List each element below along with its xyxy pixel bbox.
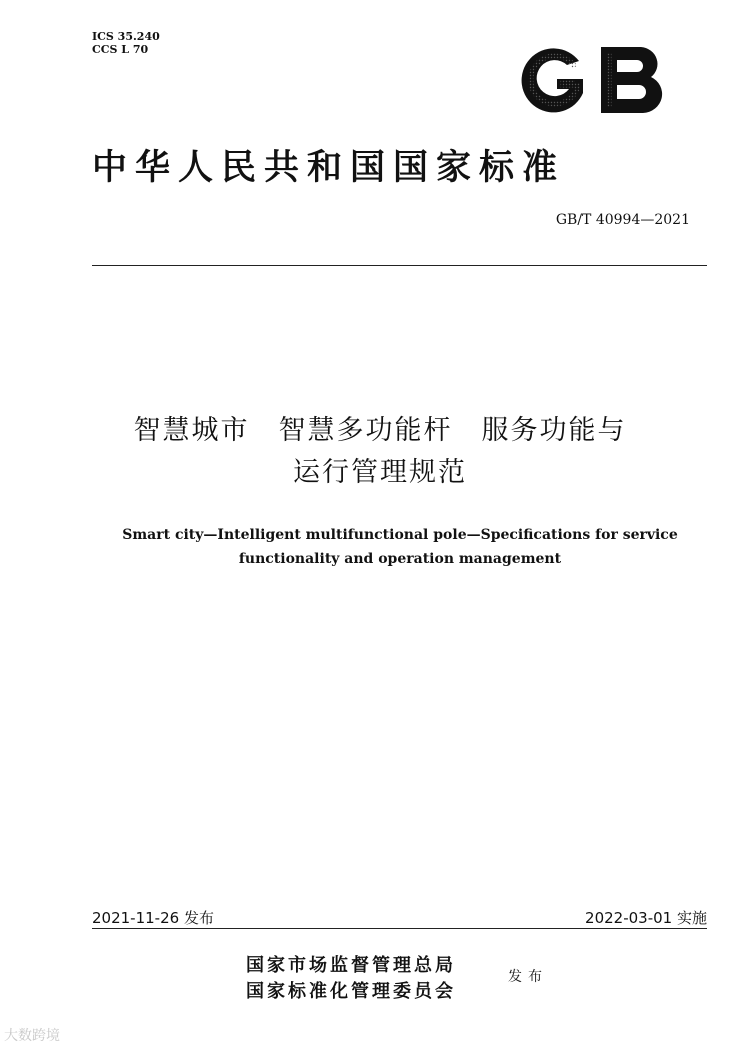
standard-number: GB/T 40994—2021: [555, 212, 690, 228]
footer-divider: [92, 928, 707, 929]
release-date: 2021-11-26 发布: [92, 909, 214, 927]
ics-code: ICS 35.240: [92, 30, 160, 43]
implementation-date: 2022-03-01 实施: [585, 909, 707, 927]
country-standard-title: 中华人民共和国国家标准: [92, 147, 566, 188]
header-divider: [92, 265, 707, 266]
chinese-title-line-1: 智慧城市 智慧多功能杆 服务功能与: [133, 415, 627, 446]
issuing-authorities: [246, 953, 456, 1005]
classification-codes: [92, 30, 160, 56]
gb-logo-icon: [517, 41, 667, 117]
ccs-code: CCS L 70: [92, 43, 149, 56]
issuer-sac: 国家标准化管理委员会: [246, 981, 456, 1002]
english-title-line-1: Smart city—Intelligent multifunctional pole—Specifications for service: [122, 527, 678, 543]
chinese-title-line-2: 运行管理规范: [293, 457, 467, 488]
watermark: 大数跨境: [4, 1028, 60, 1044]
chinese-title: [60, 410, 700, 494]
publish-label: 发布: [508, 969, 548, 985]
english-title: [60, 523, 740, 571]
issuer-samr: 国家市场监督管理总局: [246, 955, 456, 976]
english-title-line-2: functionality and operation management: [238, 551, 562, 567]
